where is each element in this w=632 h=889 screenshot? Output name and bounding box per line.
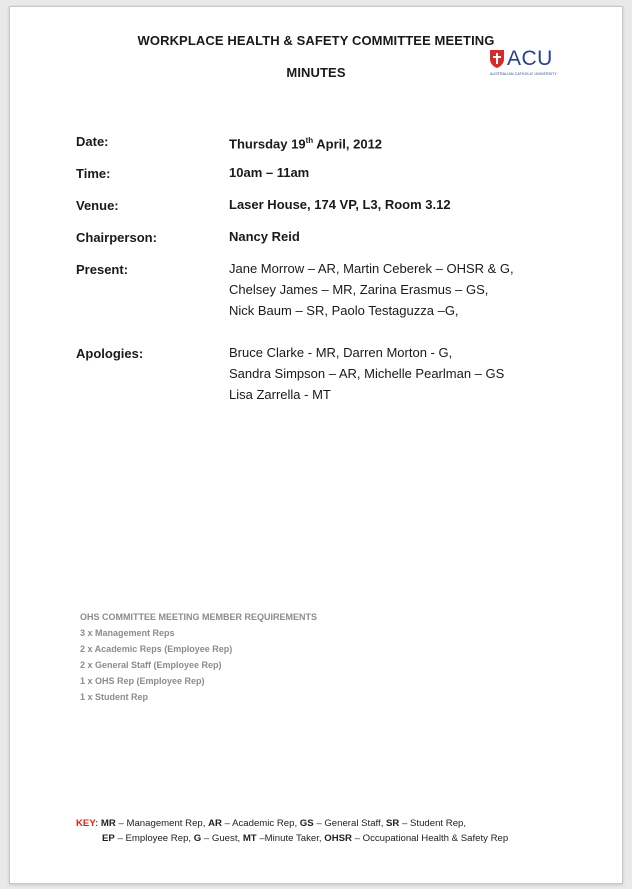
key-desc: – Guest, (201, 833, 243, 844)
acu-crest-icon (489, 49, 505, 69)
requirements-heading: OHS COMMITTEE MEETING MEMBER REQUIREMENTS (80, 612, 318, 622)
requirement-item: 3 x Management Reps (80, 628, 175, 638)
requirement-item: 2 x Academic Reps (Employee Rep) (80, 644, 233, 654)
present-line: Nick Baum – SR, Paolo Testaguzza –G, (229, 303, 459, 318)
acu-logo (489, 49, 561, 81)
key-line-2 (76, 831, 508, 846)
date-day: Thursday 19 (229, 136, 306, 152)
key-desc: – Management Rep, (115, 818, 209, 829)
chairperson-value: Nancy Reid (229, 229, 300, 244)
document-subtitle: MINUTES (286, 65, 346, 80)
present-label: Present: (76, 262, 129, 277)
key-desc: – Academic Rep, (221, 818, 300, 829)
key-abbr: G (193, 833, 202, 844)
key-desc: –Minute Taker, (256, 833, 325, 844)
present-list (229, 258, 514, 321)
present-line: Jane Morrow – AR, Martin Ceberek – OHSR & G, (229, 261, 514, 276)
apology-line: Sandra Simpson – AR, Michelle Pearlman – GS (229, 366, 505, 381)
key-abbr: OHSR (324, 833, 352, 844)
apology-line: Bruce Clarke - MR, Darren Morton - G, (229, 345, 453, 360)
logo-text: ACU (507, 47, 553, 70)
date-suffix: th (305, 136, 314, 145)
venue-value: Laser House, 174 VP, L3, Room 3.12 (229, 197, 451, 212)
key-label: KEY: (76, 818, 99, 829)
key-desc: – Student Rep, (399, 818, 467, 829)
key-abbr: GS (299, 818, 314, 829)
time-value: 10am – 11am (229, 165, 310, 180)
key-desc: – Employee Rep, (114, 833, 194, 844)
key-desc: – General Staff, (313, 818, 387, 829)
time-label: Time: (76, 166, 111, 181)
key-abbr: EP (102, 833, 115, 844)
key-abbr: MT (242, 833, 257, 844)
key-abbr: SR (386, 818, 400, 829)
date-value (229, 130, 382, 154)
key-line-1 (76, 816, 508, 831)
requirement-item: 1 x OHS Rep (Employee Rep) (80, 676, 205, 686)
apology-line: Lisa Zarrella - MT (229, 387, 331, 402)
abbreviation-key (76, 816, 508, 846)
date-label: Date: (76, 134, 109, 149)
key-desc: – Occupational Health & Safety Rep (351, 833, 509, 844)
present-line: Chelsey James – MR, Zarina Erasmus – GS, (229, 282, 489, 297)
chairperson-label: Chairperson: (76, 230, 157, 245)
date-month-year: April, 2012 (313, 136, 383, 152)
apologies-label: Apologies: (76, 346, 144, 361)
venue-label: Venue: (76, 198, 119, 213)
apologies-list (229, 342, 504, 405)
requirement-item: 2 x General Staff (Employee Rep) (80, 660, 222, 670)
key-abbr: AR (208, 818, 222, 829)
key-abbr: MR (100, 818, 116, 829)
member-requirements (80, 609, 317, 705)
document-title: WORKPLACE HEALTH & SAFETY COMMITTEE MEETING (137, 33, 495, 48)
logo-subtext: AUSTRALIAN CATHOLIC UNIVERSITY (490, 72, 558, 76)
requirement-item: 1 x Student Rep (80, 692, 149, 702)
